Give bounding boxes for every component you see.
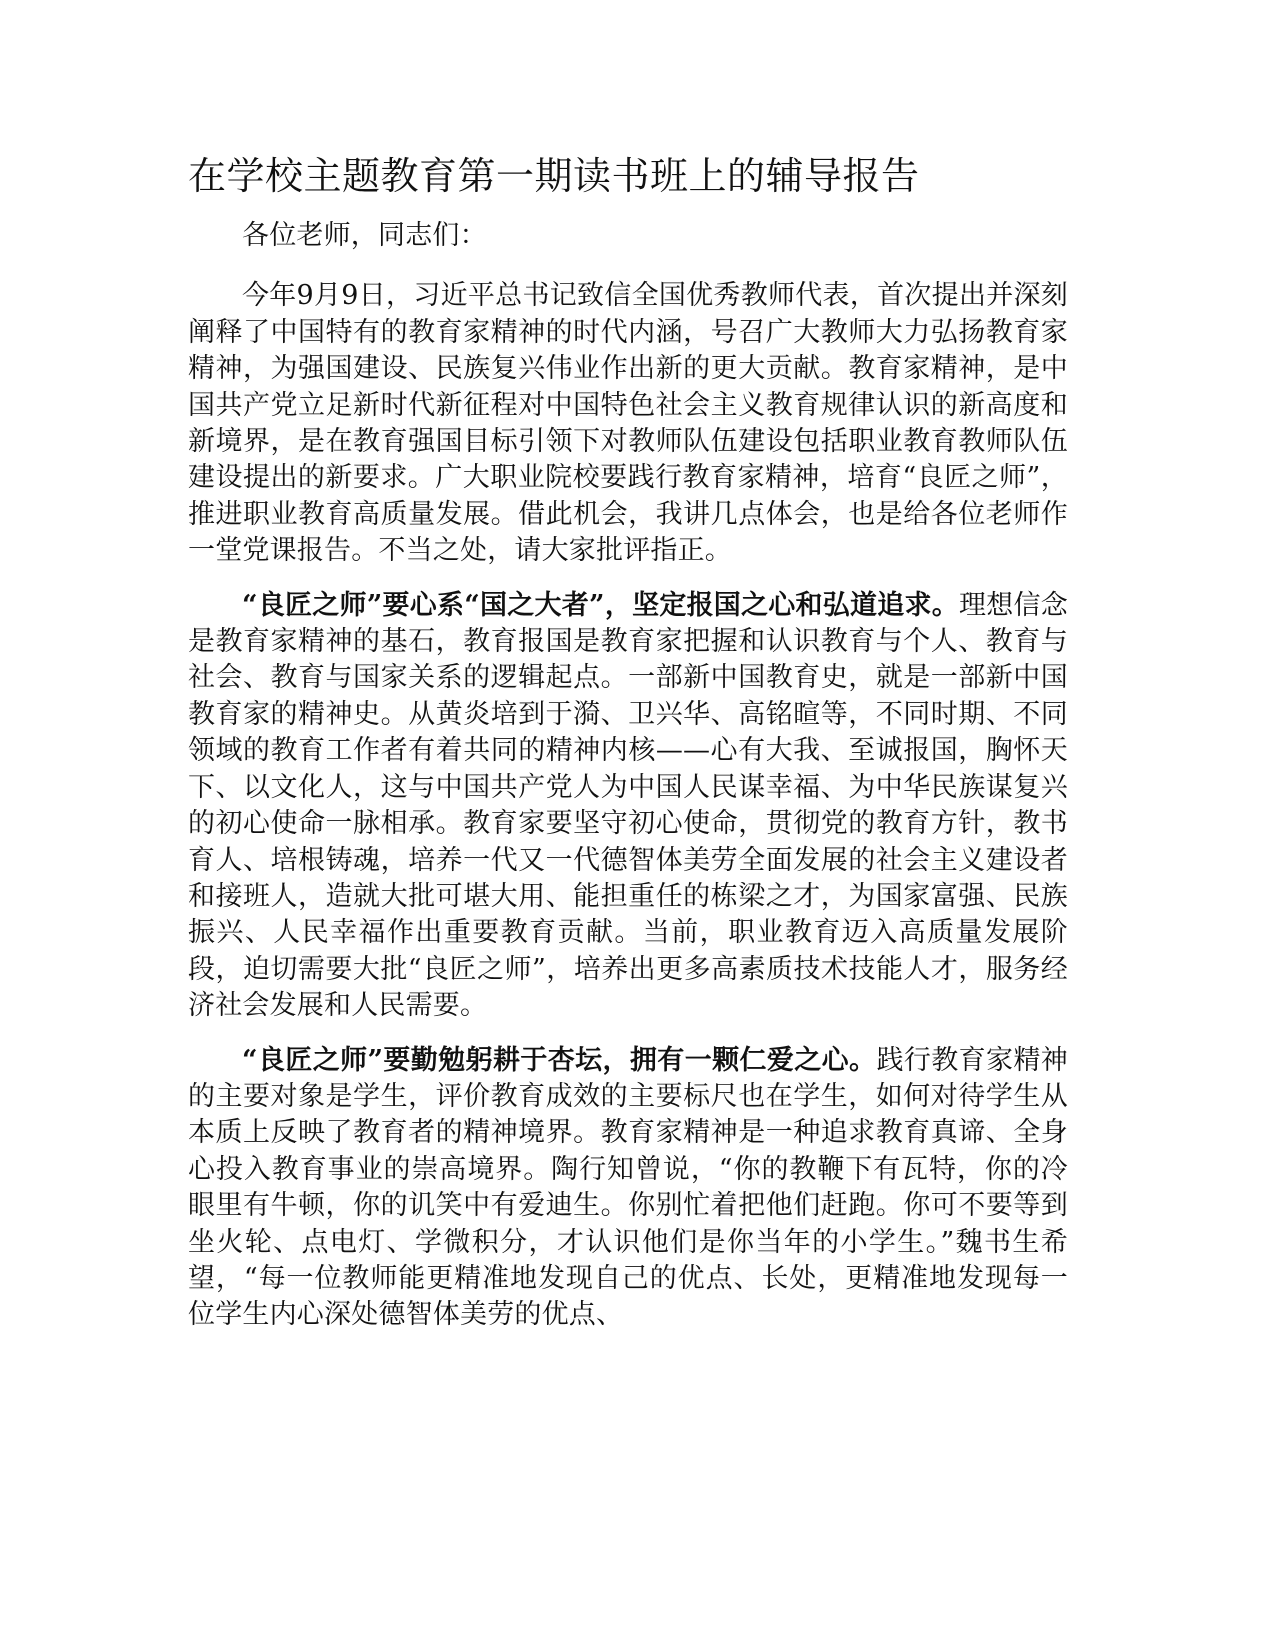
section-body-1: 理想信念是教育家精神的基石，教育报国是教育家把握和认识教育与个人、教育与社会、教育与国家关系的逻辑起点。一部新中国教育史，就是一部新中国教育家的精神史。从黄炎培到于漪、卫兴华、高铭暄等，不同时期、不同领域的教育工作者有着共同的精神内核——心有大我、至诚报国，胸怀天下、以文化人，这与中国共产党人为中国人民谋幸福、为中华民族谋复兴的初心使命一脉相承。教育家要坚守初心使命，贯彻党的教育方针，教书育人、培根铸魂，培养一代又一代德智体美劳全面发展的社会主义建设者和接班人，造就大批可堪大用、能担重任的栋梁之才，为国家富强、民族振兴、人民幸福作出重要教育贡献。当前，职业教育迈入高质量发展阶段，迫切需要大批“良匠之师”，培养出更多高素质技术技能人才，服务经济社会发展和人民需要。 [188,589,1068,1022]
section-paragraph-1 [188,588,1068,1025]
intro-paragraph: 今年9月9日，习近平总书记致信全国优秀教师代表，首次提出并深刻阐释了中国特有的教育家精神的时代内涵，号召广大教师大力弘扬教育家精神，为强国建设、民族复兴伟业作出新的更大贡献。教育家精神，是中国共产党立足新时代新征程对中国特色社会主义教育规律认识的新高度和新境界，是在教育强国目标引领下对教师队伍建设包括职业教育教师队伍建设提出的新要求。广大职业院校要践行教育家精神，培育“良匠之师”，推进职业教育高质量发展。借此机会，我讲几点体会，也是给各位老师作一堂党课报告。不当之处，请大家批评指正。 [188,280,1068,567]
section-lead-1: “良匠之师”要心系“国之大者”，坚定报国之心和弘道追求。 [242,589,960,621]
section-body-2: 践行教育家精神的主要对象是学生，评价教育成效的主要标尺也在学生，如何对待学生从本质上反映了教育者的精神境界。教育家精神是一种追求教育真谛、全身心投入教育事业的崇高境界。陶行知曾说，“你的教鞭下有瓦特，你的冷眼里有牛顿，你的讥笑中有爱迪生。你别忙着把他们赶跑。你可不要等到坐火轮、点电灯、学微积分，才认识他们是你当年的小学生。”魏书生希望，“每一位教师能更精准地发现自己的优点、长处，更精准地发现每一位学生内心深处德智体美劳的优点、 [188,1044,1068,1331]
section-paragraph-2 [188,1043,1068,1334]
salutation: 各位老师，同志们： [242,220,487,251]
document-page [188,150,1068,1352]
section-lead-2: “良匠之师”要勤勉躬耕于杏坛，拥有一颗仁爱之心。 [242,1044,877,1076]
document-title: 在学校主题教育第一期读书班上的辅导报告 [188,154,920,198]
